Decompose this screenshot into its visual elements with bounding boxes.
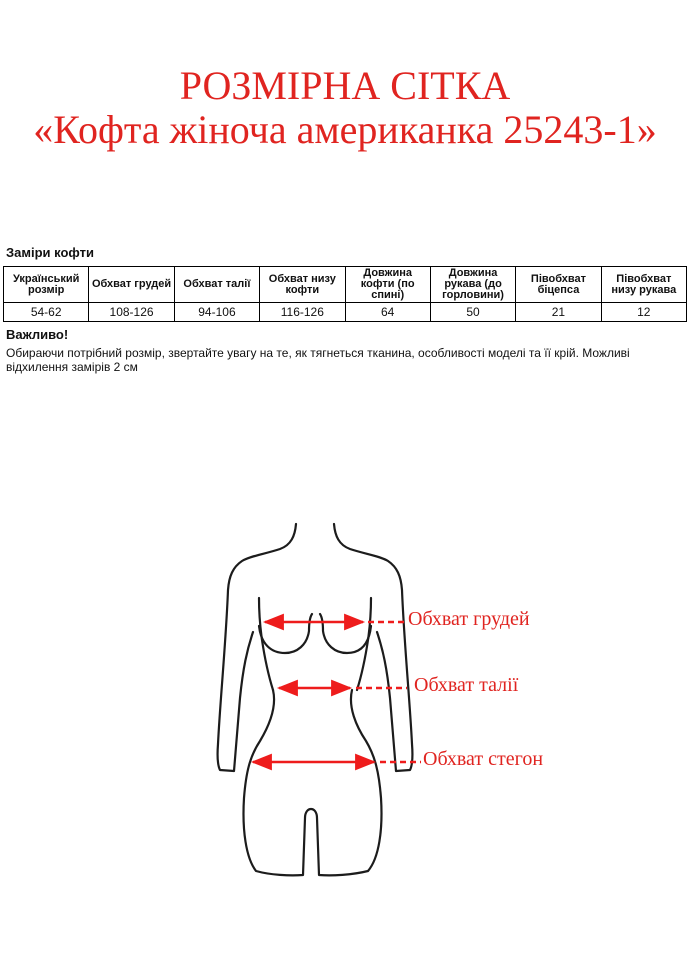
cell-sleeve-length: 50 (430, 303, 515, 322)
measurements-table (3, 266, 687, 322)
column-header-waist: Обхват талії (174, 267, 259, 303)
column-header-bicep: Півобхват біцепса (516, 267, 601, 303)
left-arm-outline (218, 524, 296, 771)
page-subtitle: «Кофта жіноча американка 25243-1» (33, 107, 657, 152)
cell-hem: 116-126 (260, 303, 345, 322)
right-arm-outline (334, 524, 412, 771)
important-heading: Важливо! (6, 327, 69, 342)
column-header-chest: Обхват грудей (89, 267, 174, 303)
table-caption: Заміри кофти (6, 245, 94, 260)
lower-body-outline (244, 690, 382, 875)
waist-measure-label: Обхват талії (414, 674, 519, 696)
body-outline (218, 524, 413, 875)
table-row (4, 303, 687, 322)
column-header-size: Український розмір (4, 267, 89, 303)
important-note-text: Обираючи потрібний розмір, звертайте увагу на те, як тягнеться тканина, особливості моделі та її крій. Можливі відхилення замірів 2 см (6, 346, 630, 374)
column-header-length: Довжина кофти (по спині) (345, 267, 430, 303)
cell-chest: 108-126 (89, 303, 174, 322)
page-title-block (0, 64, 690, 152)
hips-measure-label: Обхват стегон (423, 748, 544, 770)
cell-size: 54-62 (4, 303, 89, 322)
cell-bicep: 21 (516, 303, 601, 322)
cell-waist: 94-106 (174, 303, 259, 322)
column-header-sleeve-hem: Півобхват низу рукава (601, 267, 686, 303)
cell-length: 64 (345, 303, 430, 322)
column-header-sleeve-length: Довжина рукава (до горловини) (430, 267, 515, 303)
column-header-hem: Обхват низу кофти (260, 267, 345, 303)
cell-sleeve-hem: 12 (601, 303, 686, 322)
table-header-row (4, 267, 687, 303)
bust-curves (259, 614, 371, 653)
page-title: РОЗМІРНА СІТКА (179, 63, 511, 108)
measurement-arrows (253, 622, 421, 762)
chest-measure-label: Обхват грудей (408, 608, 530, 630)
